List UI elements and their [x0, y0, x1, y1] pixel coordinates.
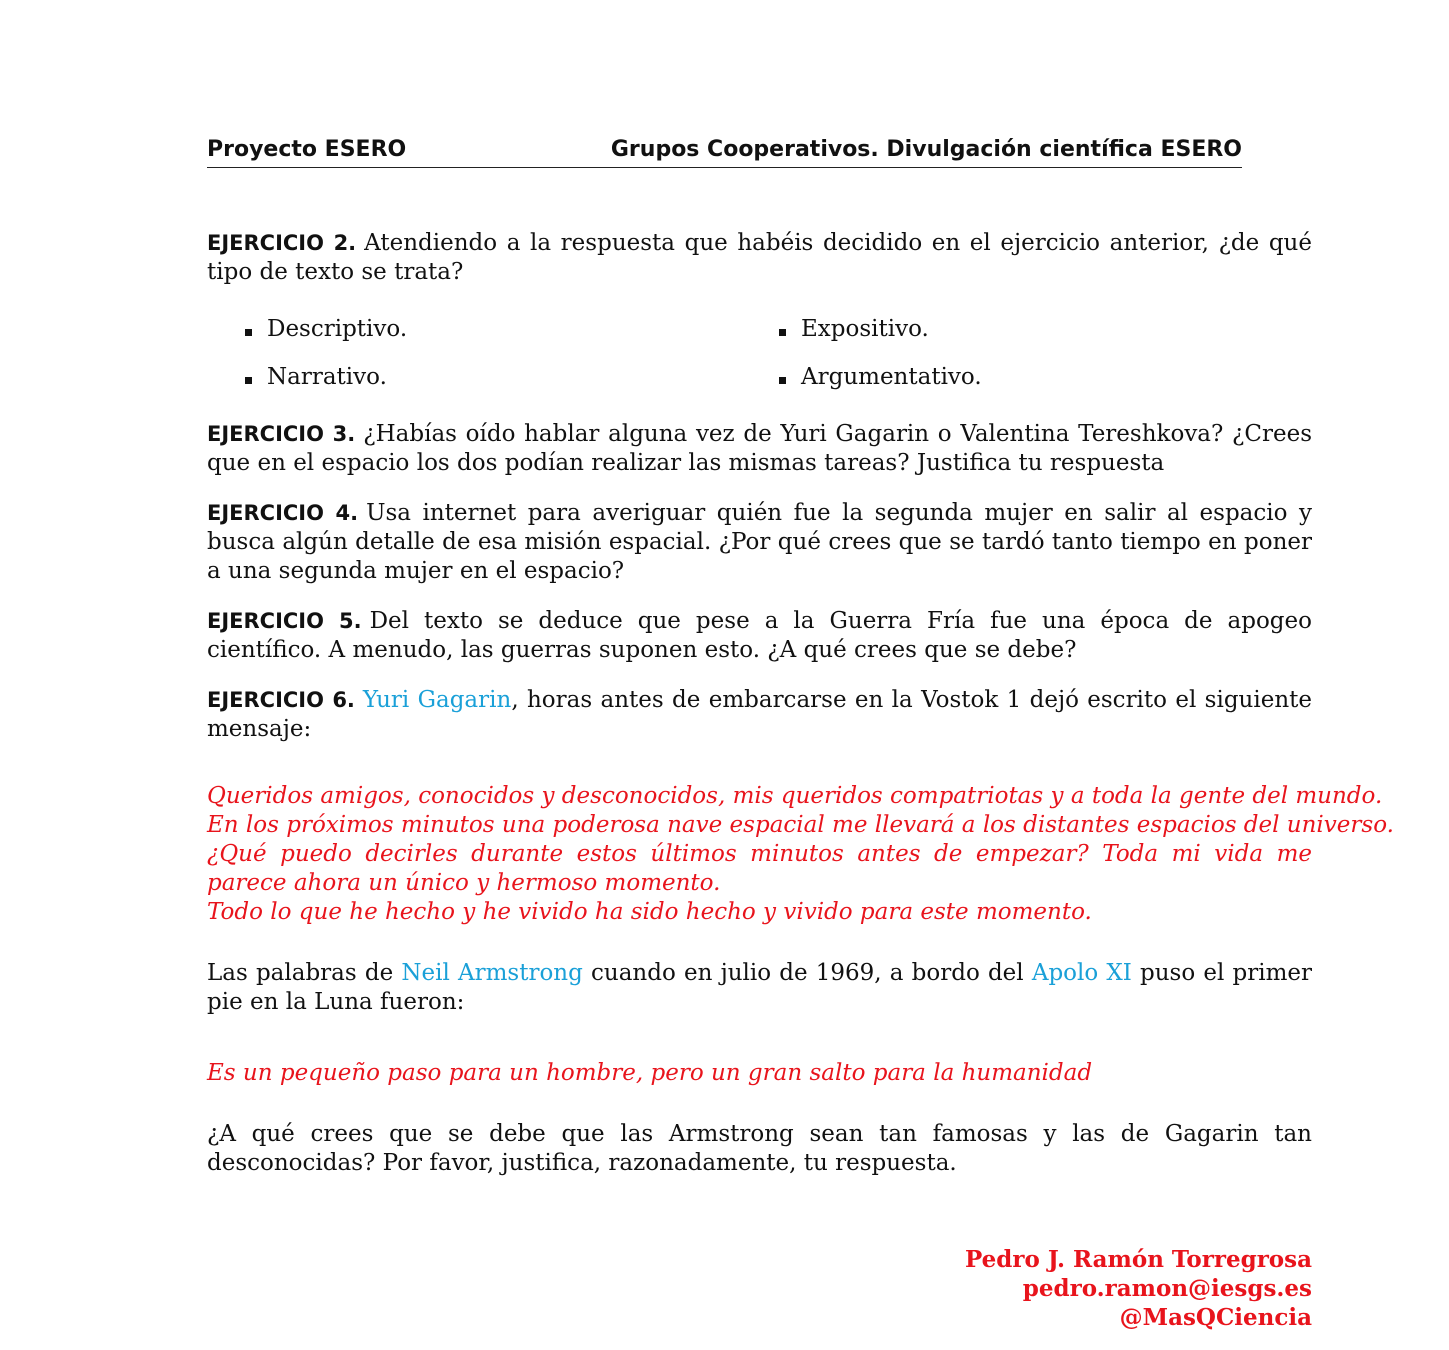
exercise-3 — [207, 420, 1312, 478]
exercise-3-text: ¿Habías oído hablar alguna vez de Yuri Gagarin o Valentina Tereshkova? ¿Crees que en el espacio los dos podían realizar las mismas tareas? Justifica tu respuesta — [207, 421, 1312, 476]
option-item: Descriptivo. — [245, 315, 779, 344]
armstrong-paragraph — [207, 959, 1312, 1017]
option-item: Expositivo. — [779, 315, 1313, 344]
exercise-6-text: , horas antes de embarcarse en la Vostok 1 dejó escrito el siguiente mensaje: — [207, 687, 1313, 742]
exercise-4 — [207, 499, 1312, 586]
neil-armstrong-link[interactable]: Neil Armstrong — [401, 960, 583, 986]
yuri-gagarin-link[interactable]: Yuri Gagarin — [362, 687, 512, 713]
option-item: Argumentativo. — [779, 363, 1313, 392]
author-handle: @MasQCiencia — [1119, 1304, 1312, 1331]
quote-line: Queridos amigos, conocidos y desconocidos, mis queridos compatriotas y a toda la gente del mundo. — [207, 783, 1383, 809]
exercise-2-label: EJERCICIO 2. — [207, 231, 357, 255]
document-body — [207, 229, 1394, 1178]
final-question: ¿A qué crees que se debe que las Armstrong sean tan famosas y las de Gagarin tan desconocidas? Por favor, justifica, razonadamente, tu respuesta. — [207, 1121, 1312, 1176]
page-header — [207, 136, 1242, 168]
option-item: Narrativo. — [245, 363, 779, 392]
exercise-2 — [207, 229, 1312, 287]
armstrong-text-pre: Las palabras de — [207, 960, 402, 986]
quote-line: Todo lo que he hecho y he vivido ha sido hecho y vivido para este momento. — [207, 899, 1092, 925]
text-type-options — [245, 315, 1312, 392]
apolo-xi-link[interactable]: Apolo XI — [1031, 960, 1132, 986]
armstrong-text-post: puso el primer pie en la Luna fueron: — [207, 960, 1313, 1015]
header-project: Proyecto ESERO — [207, 137, 407, 162]
exercise-4-label: EJERCICIO 4. — [207, 501, 359, 525]
header-title: Grupos Cooperativos. Divulgación científica ESERO — [610, 137, 1242, 162]
author-signature — [965, 1245, 1312, 1332]
exercise-6-label: EJERCICIO 6. — [207, 688, 355, 712]
exercise-5-label: EJERCICIO 5. — [207, 609, 362, 633]
armstrong-quote: Es un pequeño paso para un hombre, pero un gran salto para la humanidad — [207, 1060, 1093, 1086]
exercise-5-text: Del texto se deduce que pese a la Guerra Fría fue una época de apogeo científico. A menudo, las guerras suponen esto. ¿A qué crees que se debe? — [207, 608, 1312, 663]
gagarin-quote — [207, 782, 1394, 927]
quote-line: ¿Qué puedo decirles durante estos últimos minutos antes de empezar? Toda mi vida me parece ahora un único y hermoso momento. — [207, 841, 1312, 896]
exercise-4-text: Usa internet para averiguar quién fue la segunda mujer en salir al espacio y busca algún detalle de esa misión espacial. ¿Por qué crees que se tardó tanto tiempo en poner a una segunda mujer en el espacio? — [207, 500, 1312, 584]
author-email: pedro.ramon@iesgs.es — [1022, 1275, 1312, 1302]
quote-line: En los próximos minutos una poderosa nave espacial me llevará a los distantes espacios del universo. — [207, 812, 1394, 838]
exercise-3-label: EJERCICIO 3. — [207, 422, 356, 446]
author-name: Pedro J. Ramón Torregrosa — [965, 1246, 1312, 1273]
exercise-5 — [207, 607, 1312, 665]
exercise-6 — [207, 686, 1312, 744]
exercise-2-text: Atendiendo a la respuesta que habéis decidido en el ejercicio anterior, ¿de qué tipo de texto se trata? — [207, 230, 1312, 285]
armstrong-text-mid: cuando en julio de 1969, a bordo del — [582, 960, 1032, 986]
